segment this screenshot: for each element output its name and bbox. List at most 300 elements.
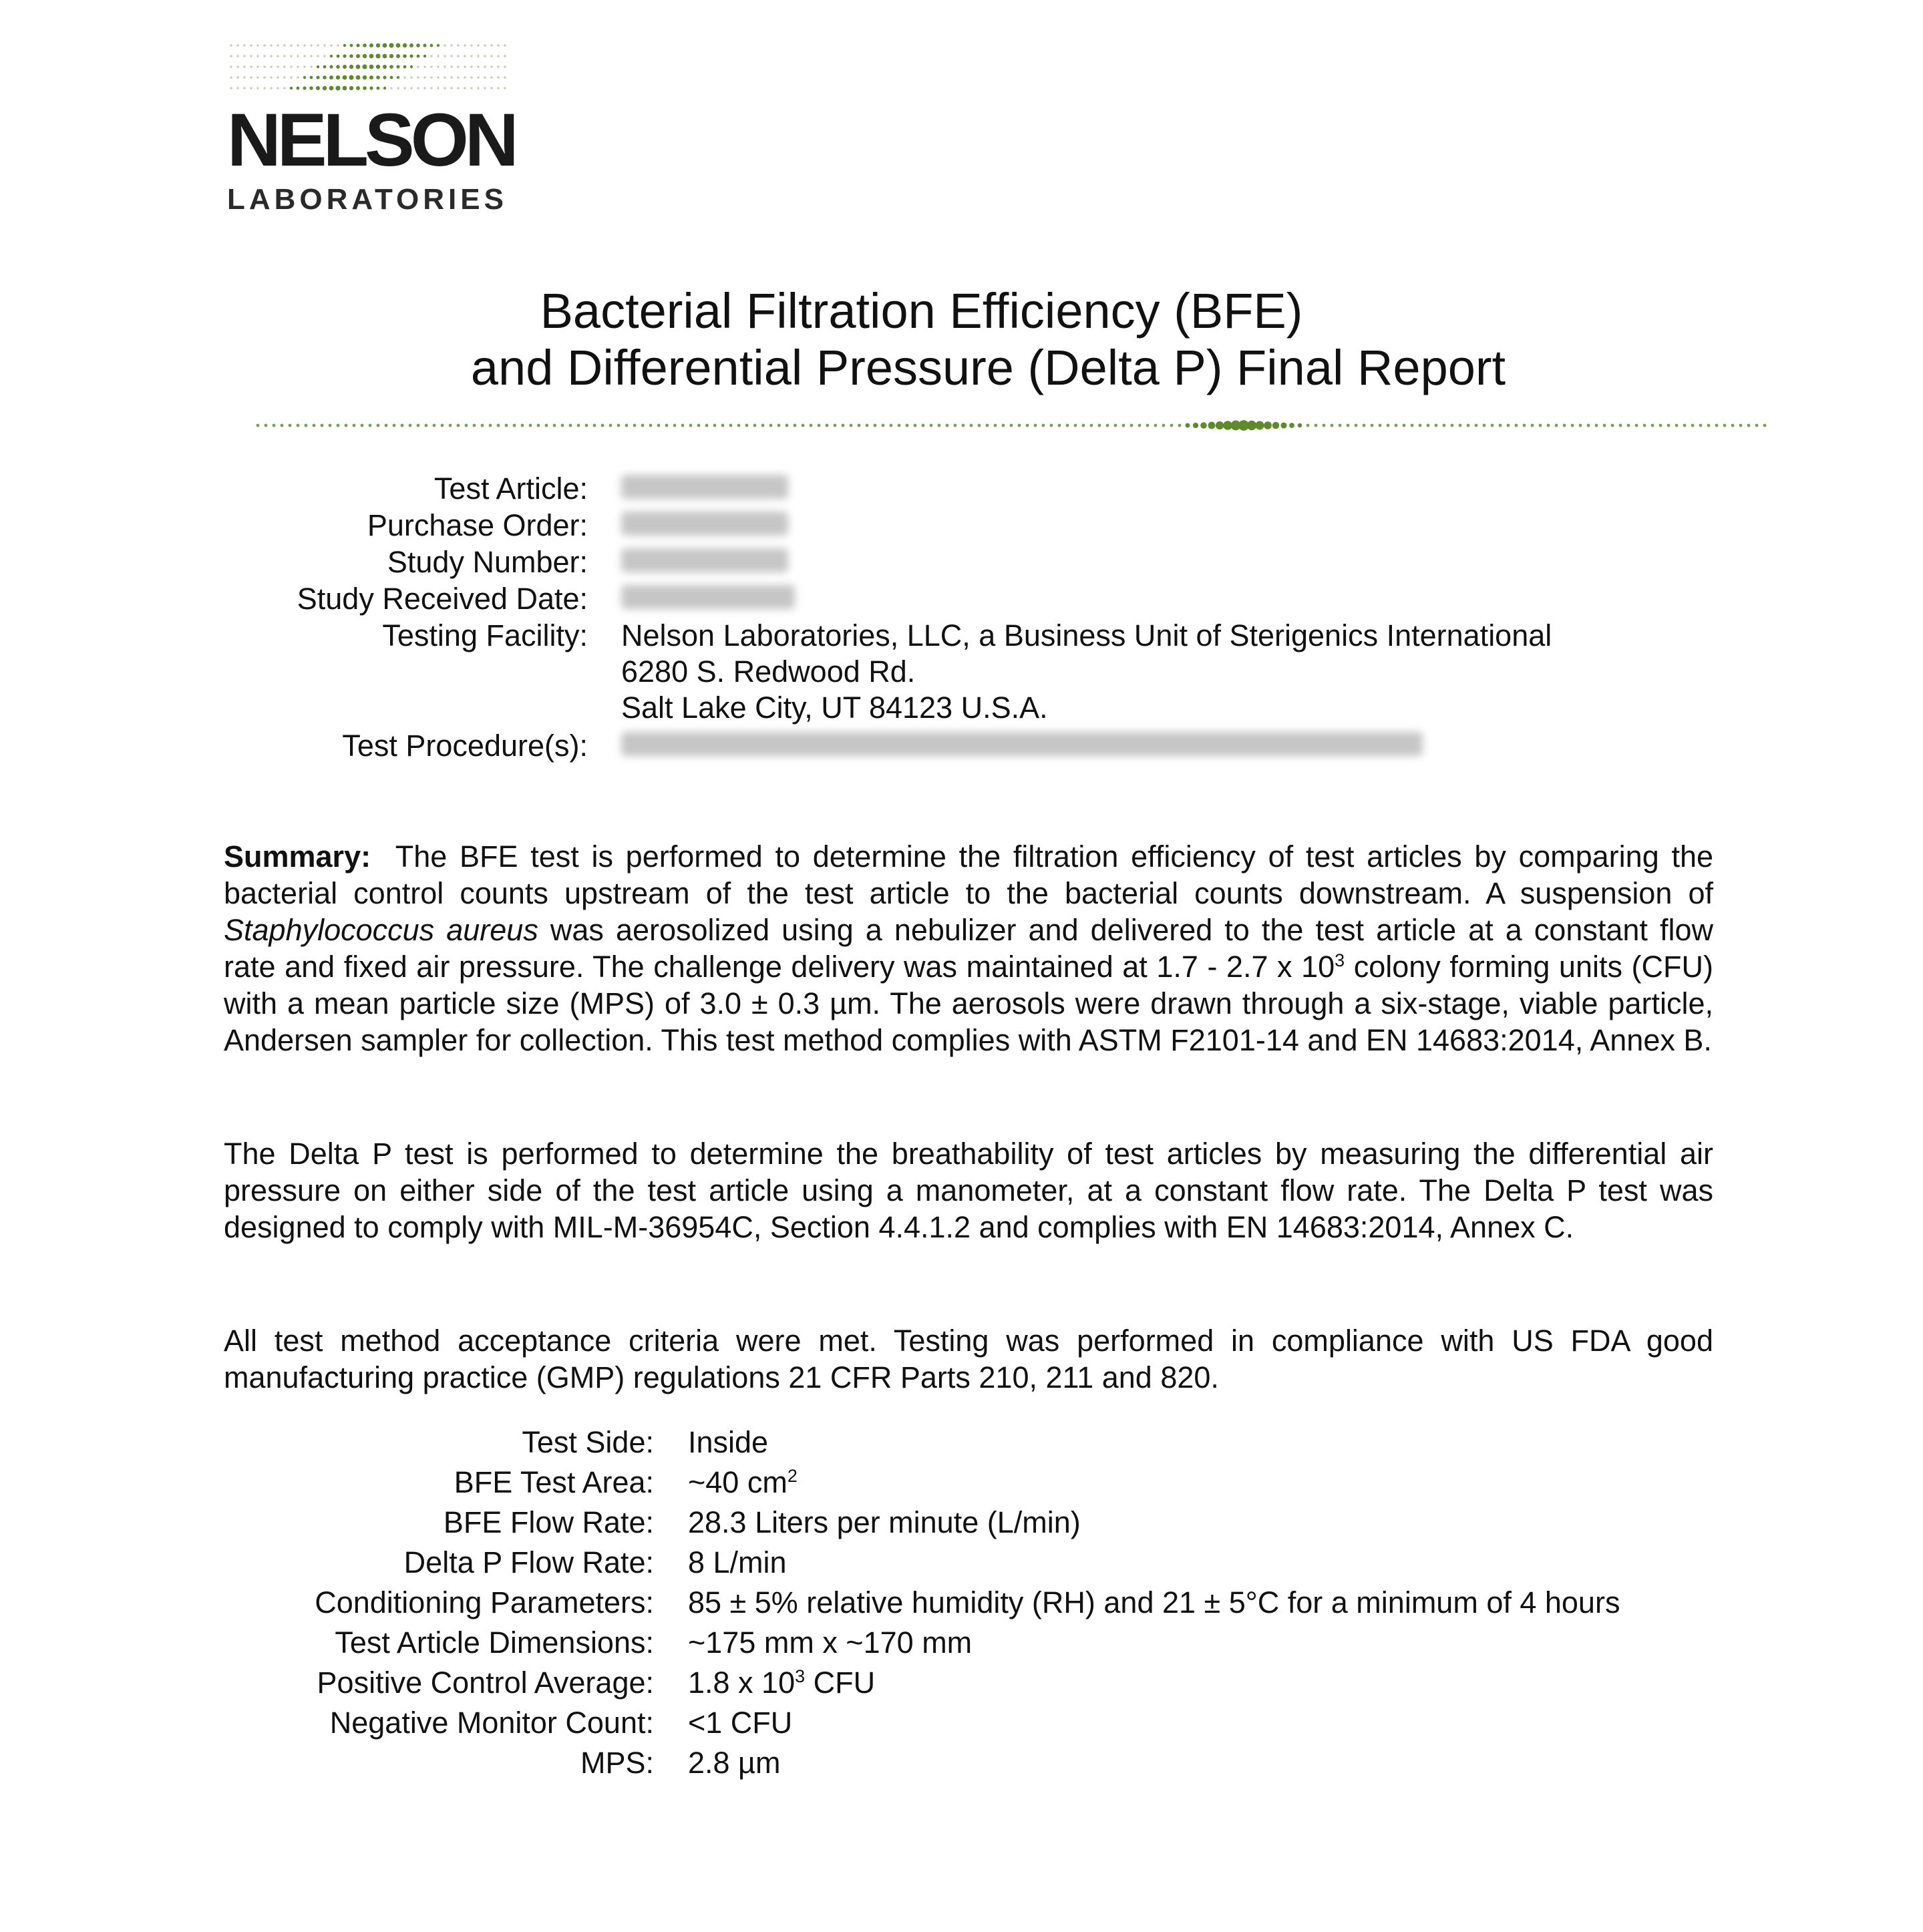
logo-dot — [336, 65, 340, 69]
divider-dot — [1298, 423, 1302, 427]
logo-dot — [335, 85, 340, 90]
divider-dot — [305, 424, 308, 427]
study-number-redacted — [621, 544, 788, 580]
divider-dot — [313, 424, 316, 427]
divider-dot — [898, 424, 901, 427]
logo-dot — [377, 87, 380, 90]
logo-dot — [310, 76, 313, 79]
param-row-positive-control — [0, 1663, 1923, 1703]
divider-dot — [1162, 424, 1166, 427]
logo-dot — [383, 43, 387, 48]
test-procedures-label: Test Procedure(s): — [342, 729, 588, 763]
logo-dot — [504, 87, 506, 89]
divider-dot — [369, 424, 372, 427]
logo-dot — [369, 86, 373, 89]
logo-dot — [356, 86, 360, 90]
logo-dot — [263, 44, 266, 47]
logo-dot — [343, 75, 347, 80]
logo-dot — [470, 87, 473, 89]
test-parameters — [0, 1422, 1923, 1783]
logo-dot — [317, 55, 319, 57]
logo-dot — [263, 55, 266, 57]
divider-dot — [1483, 424, 1486, 427]
divider-dot — [401, 424, 404, 427]
logo-dot — [250, 76, 252, 79]
divider-dot — [553, 424, 556, 427]
logo-name: NELSON — [227, 98, 515, 182]
logo-dot — [303, 44, 306, 47]
divider-dot — [1066, 424, 1069, 427]
logo-dot — [410, 65, 413, 68]
logo-dot — [389, 43, 393, 47]
logo-dot — [329, 86, 334, 91]
logo-dot — [356, 54, 360, 58]
divider-dot — [585, 424, 588, 427]
summary-text-c: colony forming units (CFU) with a mean particle size (MPS) of 3.0 ± 0.3 µm. The aerosols were drawn through a six-stage, viable particle, Andersen sampler for collection. This test method complies with ASTM F2101-14 and EN 14683:2014, Annex B. — [224, 950, 1713, 1057]
divider-dot — [1563, 424, 1566, 427]
logo-dot — [484, 65, 486, 68]
logo-dot — [470, 55, 473, 57]
logo-dot — [490, 76, 493, 79]
divider-dot — [777, 424, 781, 427]
divider-dot — [1082, 424, 1085, 427]
divider-dot — [409, 424, 412, 427]
logo-dot — [383, 87, 386, 89]
divider-dot — [1715, 424, 1719, 427]
logo-dot — [356, 75, 361, 80]
divider-dot — [497, 424, 500, 427]
logo-dot — [430, 44, 433, 47]
logo-dot — [363, 75, 367, 79]
divider-dot — [1611, 424, 1614, 427]
divider-dot — [986, 424, 989, 427]
divider-dot — [1339, 424, 1342, 427]
divider-dot — [874, 424, 877, 427]
logo-dot — [236, 55, 239, 57]
divider-dot — [1555, 424, 1558, 427]
divider-dot — [329, 424, 332, 427]
summary-paragraph-compliance: All test method acceptance criteria were met. Testing was performed in compliance with US FDA good manufacturing practice (GMP) regulations 21 CFR Parts 210, 211 and 820. — [224, 1324, 1713, 1394]
logo-dot — [470, 44, 473, 47]
organism-name: Staphylococcus aureus — [224, 913, 538, 947]
logo-dot — [490, 65, 493, 68]
facility-city: Salt Lake City, UT 84123 U.S.A. — [621, 691, 1048, 725]
logo-dot — [350, 44, 353, 47]
logo-dot — [317, 65, 319, 68]
logo-dot — [297, 87, 300, 90]
divider-dot — [1363, 424, 1366, 427]
divider-dot — [1193, 423, 1198, 428]
logo-dot — [290, 76, 293, 79]
logo-dot — [403, 43, 407, 47]
divider-dot — [810, 424, 813, 427]
divider-dot — [1651, 424, 1654, 427]
logo-dot — [504, 55, 506, 57]
logo-dot — [369, 43, 373, 47]
divider-dot — [1595, 424, 1598, 427]
logo-dot — [303, 55, 306, 57]
logo-dot — [477, 55, 480, 57]
logo-dot — [369, 54, 374, 59]
divider-dot — [1200, 422, 1207, 429]
divider-dot — [273, 424, 276, 427]
logo-dot — [477, 76, 480, 79]
divider-dot — [1571, 424, 1574, 427]
logo-dot — [250, 87, 252, 89]
negative-monitor-label: Negative Monitor Count: — [329, 1706, 654, 1740]
bfe-flow-value: 28.3 Liters per minute (L/min) — [688, 1505, 1081, 1539]
study-received-date-redacted — [621, 581, 795, 617]
logo-dot — [323, 75, 327, 79]
divider-dot — [1042, 424, 1045, 427]
logo-dot — [349, 75, 353, 79]
divider-dot — [256, 424, 260, 427]
divider-dot — [1435, 424, 1438, 427]
divider-dot — [1146, 424, 1150, 427]
divider-dot — [1331, 424, 1334, 427]
logo-dot — [437, 76, 440, 79]
divider-dot — [425, 424, 428, 427]
logo-dot — [283, 76, 286, 79]
logo-dot — [437, 55, 440, 57]
divider-dot — [441, 424, 444, 427]
logo-dot — [297, 76, 299, 79]
logo-dot — [490, 55, 493, 57]
divider-dot — [1034, 424, 1037, 427]
logo-dot — [250, 44, 252, 47]
divider-dot — [1619, 424, 1622, 427]
divider-dot — [1130, 424, 1133, 427]
divider-dot — [1459, 424, 1462, 427]
divider-dot — [1739, 424, 1743, 427]
divider-dot — [1216, 421, 1224, 429]
logo-dot — [417, 65, 419, 68]
logo-dot — [303, 76, 306, 79]
divider-dot — [826, 424, 829, 427]
logo-dot — [430, 55, 433, 57]
logo-dot — [396, 43, 401, 48]
logo-dot — [403, 54, 407, 58]
param-row-delta-p-flow — [0, 1543, 1923, 1583]
logo-dot — [297, 55, 299, 57]
divider-dot — [457, 424, 460, 427]
divider-dot — [481, 424, 484, 427]
logo-dot — [464, 87, 466, 89]
logo-dot — [356, 65, 361, 69]
divider-dot — [1723, 424, 1727, 427]
test-article-redacted — [621, 471, 788, 507]
logo-dot — [243, 55, 246, 57]
mps-label: MPS: — [580, 1746, 654, 1780]
logo-dot — [444, 65, 446, 68]
divider-dot — [1154, 424, 1158, 427]
divider-dot — [1427, 424, 1430, 427]
logo-dot — [403, 65, 407, 69]
divider-dot — [377, 424, 380, 427]
divider-dot — [1491, 424, 1494, 427]
logo-dot — [410, 76, 413, 79]
logo-dot — [389, 65, 393, 69]
logo-dot — [243, 44, 246, 47]
divider-dot — [1699, 424, 1703, 427]
divider-dot — [657, 424, 661, 427]
logo-dot — [230, 44, 232, 47]
conditioning-label: Conditioning Parameters: — [315, 1585, 654, 1619]
divider-dot — [1731, 424, 1735, 427]
logo-dot-pattern-icon — [227, 40, 508, 100]
divider-dot — [265, 424, 268, 427]
divider-dot — [1280, 422, 1286, 428]
divider-dot — [753, 424, 757, 427]
logo-dot — [430, 76, 433, 79]
logo-dot — [256, 65, 259, 68]
divider-dot — [1018, 424, 1021, 427]
logo-dot — [417, 87, 419, 89]
divider-dot — [1659, 424, 1663, 427]
logo-dot — [416, 43, 420, 47]
logo-dot — [490, 87, 493, 89]
logo-dot — [450, 76, 453, 79]
positive-control-label: Positive Control Average: — [317, 1666, 654, 1700]
logo-dot — [323, 55, 326, 57]
divider-dot — [465, 424, 468, 427]
divider-dot — [289, 424, 292, 427]
divider-dot — [737, 424, 741, 427]
logo-dot — [450, 65, 453, 68]
logo-dot — [417, 76, 419, 79]
logo-dot — [444, 76, 446, 79]
mps-value: 2.8 µm — [688, 1746, 781, 1780]
divider-dot — [609, 424, 613, 427]
logo-dot — [363, 54, 367, 58]
logo-dot — [290, 87, 293, 89]
logo-dot — [504, 76, 506, 79]
divider-dot — [1264, 421, 1272, 429]
logo-dot — [457, 55, 460, 57]
nelson-logo — [227, 40, 521, 216]
divider-dot — [697, 424, 701, 427]
divider-dot — [1707, 424, 1711, 427]
logo-dot — [270, 76, 273, 79]
logo-dot — [423, 65, 426, 68]
divider-dot — [473, 424, 476, 427]
logo-dot — [477, 44, 480, 47]
logo-dot — [349, 54, 353, 58]
divider-dot — [1755, 424, 1759, 427]
logo-dot — [263, 76, 266, 79]
logo-dot — [497, 44, 500, 47]
logo-dot — [484, 44, 486, 47]
logo-dot — [390, 76, 393, 79]
logo-dot — [437, 44, 440, 47]
divider-dot — [962, 424, 965, 427]
divider-dot — [1306, 424, 1310, 427]
dotted-divider — [254, 417, 1770, 433]
report-title-line-2: and Differential Pressure (Delta P) Final Report — [470, 340, 1506, 395]
logo-dot — [356, 43, 359, 47]
divider-dot — [297, 424, 300, 427]
logo-dot — [376, 65, 380, 69]
divider-dot — [617, 424, 621, 427]
logo-dot — [290, 44, 293, 47]
divider-dot — [1667, 424, 1671, 427]
divider-dot — [665, 424, 669, 427]
logo-dot — [236, 87, 239, 89]
logo-dot — [437, 65, 440, 68]
logo-dot — [362, 64, 367, 69]
divider-dot — [818, 424, 821, 427]
logo-dot — [256, 44, 259, 47]
divider-dot — [361, 424, 364, 427]
logo-dot — [263, 87, 266, 89]
divider-dot — [569, 424, 572, 427]
param-row-dimensions — [0, 1623, 1923, 1663]
logo-dot — [310, 55, 313, 57]
logo-dot — [457, 87, 460, 89]
logo-dot — [369, 75, 373, 79]
divider-dot — [689, 424, 693, 427]
divider-dot — [850, 424, 853, 427]
logo-dot — [323, 86, 327, 90]
divider-dot — [761, 424, 765, 427]
divider-dot — [1747, 424, 1751, 427]
divider-dot — [1531, 424, 1534, 427]
divider-dot — [1395, 424, 1398, 427]
testing-facility-address — [621, 618, 1552, 726]
divider-dot — [393, 424, 396, 427]
challenge-exponent: 3 — [1335, 950, 1345, 970]
param-row-bfe-area — [0, 1463, 1923, 1503]
logo-dot — [504, 44, 506, 47]
divider-dot — [1507, 424, 1510, 427]
divider-dot — [729, 424, 733, 427]
negative-monitor-value: <1 CFU — [688, 1706, 793, 1740]
divider-dot — [882, 424, 885, 427]
divider-dot — [1635, 424, 1638, 427]
divider-dot — [1467, 424, 1470, 427]
divider-dot — [321, 424, 324, 427]
logo-dot — [336, 75, 340, 79]
param-row-negative-monitor — [0, 1703, 1923, 1743]
testing-facility-label: Testing Facility: — [382, 618, 588, 652]
logo-dot — [457, 44, 460, 47]
logo-dot — [270, 44, 273, 47]
divider-dot — [625, 424, 629, 427]
divider-dot — [1539, 424, 1542, 427]
logo-dot — [297, 44, 299, 47]
divider-dot — [1443, 424, 1446, 427]
logo-dot — [383, 65, 387, 69]
summary-paragraph-bfe — [224, 838, 1713, 1058]
logo-dot — [497, 76, 500, 79]
divider-dot — [529, 424, 532, 427]
divider-dot — [337, 424, 340, 427]
positive-control-value: 1.8 x $10^3$ CFU — [688, 1666, 876, 1700]
divider-dot — [601, 424, 604, 427]
logo-dot — [343, 86, 347, 91]
logo-dot — [277, 55, 279, 57]
logo-dot — [409, 54, 413, 57]
study-received-date-label: Study Received Date: — [297, 582, 588, 616]
logo-dot — [277, 76, 279, 79]
logo-dot — [290, 65, 293, 68]
divider-dot — [954, 424, 957, 427]
param-row-conditioning — [0, 1583, 1923, 1623]
divider-dot — [769, 424, 773, 427]
logo-dot — [310, 65, 313, 68]
logo-dot — [423, 87, 426, 89]
divider-dot — [745, 424, 749, 427]
divider-dot — [449, 424, 452, 427]
divider-dot — [1323, 424, 1326, 427]
divider-dot — [1098, 424, 1101, 427]
delta-p-flow-value: 8 L/min — [688, 1545, 787, 1579]
logo-dot — [430, 87, 433, 89]
purchase-order-label: Purchase Order: — [367, 508, 588, 542]
divider-dot — [1002, 424, 1005, 427]
logo-dot — [270, 65, 273, 68]
divider-dot — [1411, 424, 1414, 427]
logo-dot — [270, 87, 273, 89]
divider-dot — [577, 424, 580, 427]
divider-dot — [593, 424, 596, 427]
logo-dot — [243, 65, 246, 68]
logo-dot — [497, 65, 500, 68]
test-article-label: Test Article: — [433, 471, 588, 506]
divider-dot — [1523, 424, 1526, 427]
logo-dot — [256, 55, 259, 57]
divider-dot — [1178, 424, 1182, 427]
logo-dot — [283, 44, 286, 47]
divider-dot — [802, 424, 805, 427]
divider-dot — [649, 424, 653, 427]
divider-dot — [1683, 424, 1687, 427]
divider-dot — [1170, 424, 1174, 427]
divider-dot — [1272, 422, 1279, 429]
logo-dot — [464, 55, 466, 57]
divider-dot — [385, 424, 388, 427]
logo-dot — [396, 54, 400, 58]
logo-dot — [243, 87, 246, 89]
test-procedures-redacted — [621, 728, 1423, 764]
logo-dot — [484, 76, 486, 79]
divider-dot — [994, 424, 997, 427]
divider-dot — [433, 424, 436, 427]
divider-dot — [705, 424, 709, 427]
divider-dot — [1315, 424, 1318, 427]
logo-dot — [277, 44, 279, 47]
logo-dot — [484, 55, 486, 57]
logo-dot — [337, 44, 339, 47]
divider-dot — [930, 424, 933, 427]
logo-dot — [444, 55, 446, 57]
divider-dot — [721, 424, 725, 427]
divider-dot — [858, 424, 861, 427]
logo-dot — [390, 87, 393, 89]
divider-dot — [1114, 424, 1117, 427]
divider-dot — [1247, 421, 1256, 430]
logo-dot — [477, 65, 480, 68]
facility-street: 6280 S. Redwood Rd. — [621, 654, 916, 689]
report-title-line-1: Bacterial Filtration Efficiency (BFE) — [540, 283, 1303, 339]
divider-dot — [1643, 424, 1646, 427]
logo-dot — [277, 87, 279, 89]
logo-dot — [250, 65, 252, 68]
logo-dot — [236, 76, 239, 79]
divider-dot — [834, 424, 837, 427]
divider-dot — [633, 424, 637, 427]
logo-dot — [330, 55, 333, 57]
